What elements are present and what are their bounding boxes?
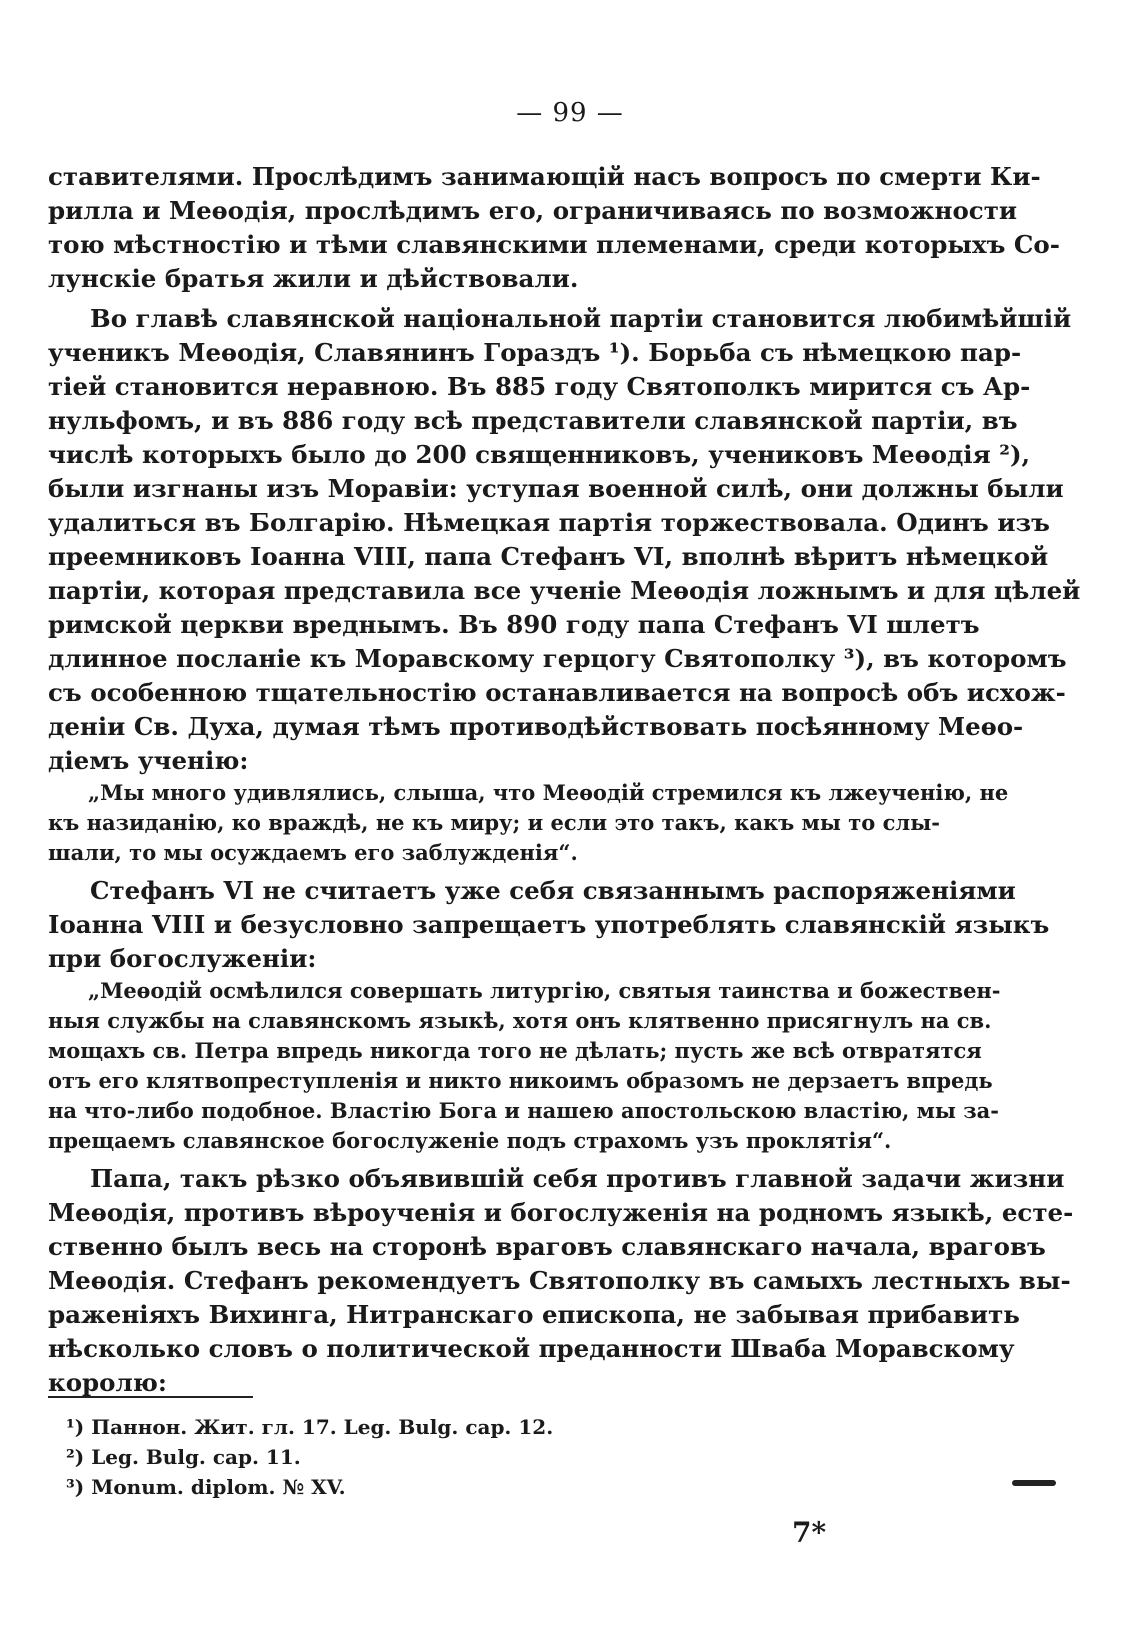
text-line: тіей становится неравною. Въ 885 году Святополкъ мирится съ Ар- (48, 372, 1031, 401)
footnote-text: Monum. diplom. № XV. (91, 1475, 346, 1499)
ink-smudge (1012, 1480, 1056, 1486)
text-line: Меѳодія. Стефанъ рекомендуетъ Святополку въ самыхъ лестныхъ вы- (48, 1266, 1071, 1295)
footnote-text: Leg. Bulg. cap. 11. (91, 1445, 301, 1469)
quote-2 (48, 976, 1001, 1156)
quote-line: мощахъ св. Петра впредь никогда того не дѣлать; пусть же всѣ отвратятся (48, 1038, 982, 1063)
quote-line: на что-либо подобное. Властію Бога и нашею апостольскою властію, мы за- (48, 1098, 999, 1123)
text-line: рилла и Меѳодія, прослѣдимъ его, ограничиваясь по возможности (48, 196, 1018, 225)
footnote-1 (66, 1412, 766, 1442)
footnote-text: Паннон. Жит. гл. 17. Leg. Bulg. cap. 12. (91, 1415, 554, 1439)
paragraph-1 (48, 160, 1060, 296)
text-line: преемниковъ Іоанна VIII, папа Стефанъ VI, вполнѣ вѣритъ нѣмецкой (48, 542, 1049, 571)
text-line: ственно былъ весь на сторонѣ враговъ славянскаго начала, враговъ (48, 1232, 1046, 1261)
text-line: съ особенною тщательностію останавливается на вопросѣ объ исхож- (48, 678, 1066, 707)
quote-line: „Мы много удивлялись, слыша, что Меѳодій стремился къ лжеученію, не (88, 780, 1009, 805)
text-line: нѣсколько словъ о политической преданности Шваба Моравскому (48, 1334, 1015, 1363)
text-line: ставителями. Прослѣдимъ занимающій насъ вопросъ по смерти Ки- (48, 162, 1041, 191)
footnote-mark: ¹) (66, 1415, 85, 1439)
footnote-divider (48, 1396, 253, 1398)
text-line: тою мѣстностію и тѣми славянскими племенами, среди которыхъ Со- (48, 230, 1060, 259)
footnotes (66, 1412, 766, 1502)
text-line: удалиться въ Болгарію. Нѣмецкая партія торжествовала. Одинъ изъ (48, 508, 1050, 537)
footnote-3 (66, 1472, 766, 1502)
text-line: королю: (48, 1368, 167, 1397)
text-line: числѣ которыхъ было до 200 священниковъ, учениковъ Меѳодія ²), (48, 440, 1031, 469)
text-line: Іоанна VIII и безусловно запрещаетъ употреблять славянскій языкъ (48, 910, 1050, 939)
text-line: діемъ ученію: (48, 746, 249, 775)
quote-line: отъ его клятвопреступленія и никто никоимъ образомъ не дерзаетъ впредь (48, 1068, 993, 1093)
text-line: деніи Св. Духа, думая тѣмъ противодѣйствовать посѣянному Меѳо- (48, 712, 1024, 741)
text-line: были изгнаны изъ Моравіи: уступая военной силѣ, они должны были (48, 474, 1064, 503)
quote-1 (48, 778, 1009, 868)
footnote-2 (66, 1442, 766, 1472)
text-line: Папа, такъ рѣзко объявившій себя противъ главной задачи жизни (90, 1164, 1065, 1193)
quote-line: ныя службы на славянскомъ языкѣ, хотя онъ клятвенно присягнулъ на св. (48, 1008, 992, 1033)
text-line: Меѳодія, противъ вѣроученія и богослуженія на родномъ языкѣ, есте- (48, 1198, 1074, 1227)
quote-line: „Меѳодій осмѣлился совершать литургію, святыя таинства и божествен- (88, 978, 1001, 1003)
paragraph-2 (48, 302, 1081, 778)
quote-line: прещаемъ славянское богослуженіе подъ страхомъ узъ проклятія“. (48, 1128, 892, 1153)
text-line: раженіяхъ Вихинга, Нитранскаго епископа, не забывая прибавить (48, 1300, 1020, 1329)
quote-line: къ назиданію, ко враждѣ, не къ миру; и если это такъ, какъ мы то слы- (48, 810, 940, 835)
page-number: — 99 — (516, 98, 624, 128)
signature-mark: 7* (792, 1516, 827, 1549)
text-line: партіи, которая представила все ученіе Меѳодія ложнымъ и для цѣлей (48, 576, 1081, 605)
text-line: лунскіе братья жили и дѣйствовали. (48, 264, 579, 293)
quote-line: шали, то мы осуждаемъ его заблужденія“. (48, 840, 578, 865)
main-text (48, 160, 1081, 1400)
text-line: при богослуженіи: (48, 944, 317, 973)
text-line: Во главѣ славянской національной партіи становится любимѣйшій (90, 304, 1072, 333)
paragraph-4 (48, 1162, 1074, 1400)
text-line: ученикъ Меѳодія, Славянинъ Гораздъ ¹). Борьба съ нѣмецкою пар- (48, 338, 1022, 367)
footnote-mark: ³) (66, 1475, 85, 1499)
text-line: нульфомъ, и въ 886 году всѣ представители славянской партіи, въ (48, 406, 1018, 435)
text-line: длинное посланіе къ Моравскому герцогу Святополку ³), въ которомъ (48, 644, 1067, 673)
footnote-mark: ²) (66, 1445, 85, 1469)
text-line: Стефанъ VI не считаетъ уже себя связаннымъ распоряженіями (90, 876, 1016, 905)
paragraph-3 (48, 874, 1050, 976)
text-line: римской церкви вреднымъ. Въ 890 году папа Стефанъ VI шлетъ (48, 610, 980, 639)
